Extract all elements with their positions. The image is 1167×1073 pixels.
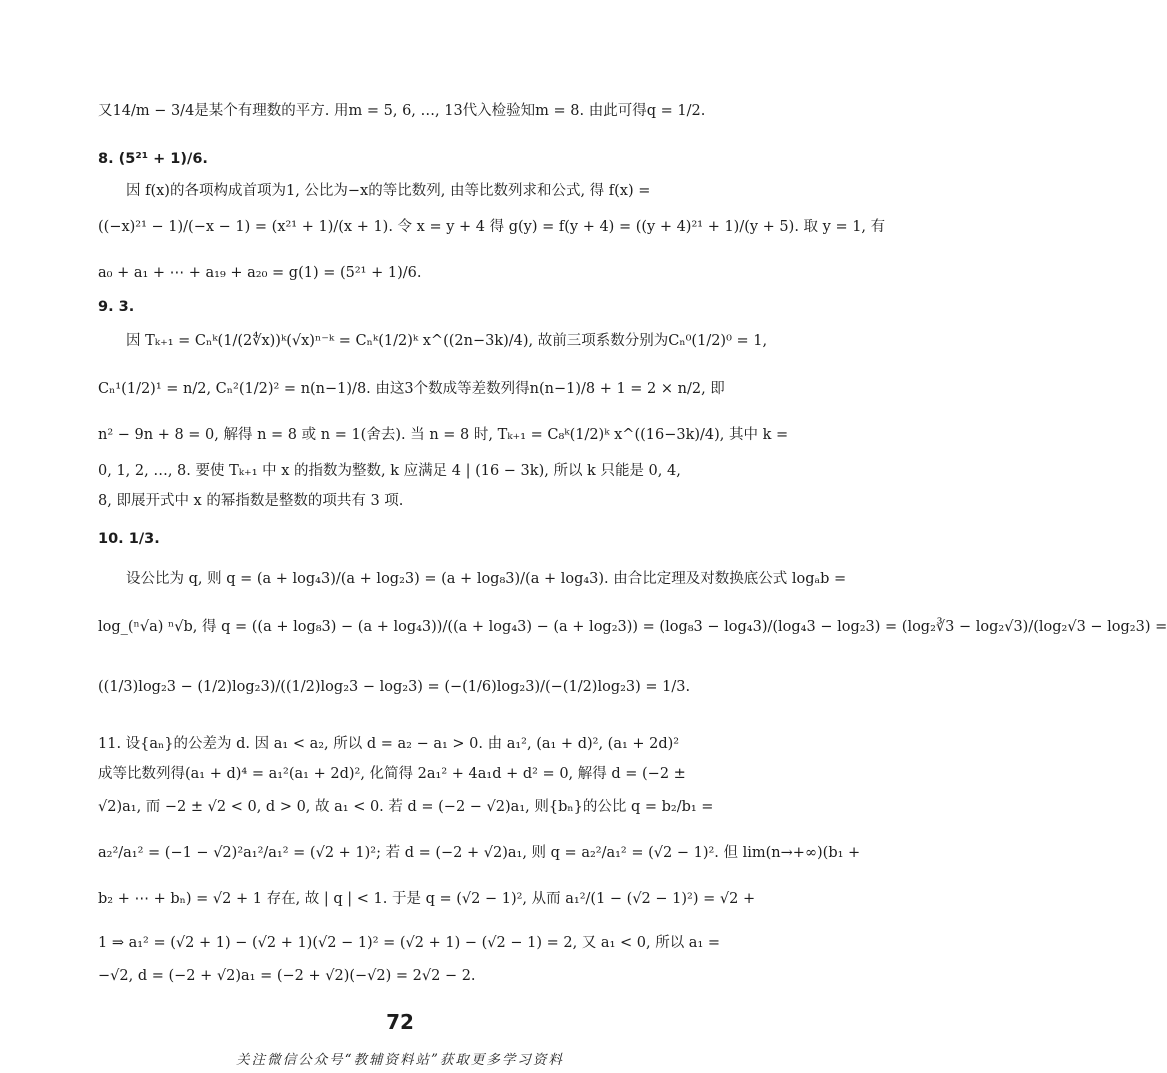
- line-20: b₂ + ⋯ + bₙ) = √2 + 1 存在, 故 | q | < 1. 于是 q = (√2 − 1)², 从而 a₁²/(1 − (√2 − 1)²) = √2 +: [98, 891, 756, 907]
- page-number: 72: [386, 1010, 414, 1034]
- line-9: n² − 9n + 8 = 0, 解得 n = 8 或 n = 1(舍去). 当 n = 8 时, Tₖ₊₁ = C₈ᵏ(1/2)ᵏ x^((16−3k)/4), 其中 k =: [98, 427, 789, 443]
- line-19: a₂²/a₁² = (−1 − √2)²a₁²/a₁² = (√2 + 1)²; 若 d = (−2 + √2)a₁, 则 q = a₂²/a₁² = (√2 − 1)². 但 lim(n→+∞)(b₁ +: [98, 845, 861, 861]
- line-7: 因 Tₖ₊₁ = Cₙᵏ(1/(2∜x))ᵏ(√x)ⁿ⁻ᵏ = Cₙᵏ(1/2)ᵏ x^((2n−3k)/4), 故前三项系数分别为Cₙ⁰(1/2)⁰ = 1,: [126, 333, 768, 349]
- line-5: a₀ + a₁ + ⋯ + a₁₉ + a₂₀ = g(1) = (5²¹ + 1)/6.: [98, 265, 422, 281]
- line-16: 11. 设{aₙ}的公差为 d. 因 a₁ < a₂, 所以 d = a₂ − a₁ > 0. 由 a₁², (a₁ + d)², (a₁ + 2d)²: [98, 736, 680, 752]
- line-3: 因 f(x)的各项构成首项为1, 公比为−x的等比数列, 由等比数列求和公式, 得 f(x) =: [126, 183, 651, 199]
- line-1: 又14/m − 3/4是某个有理数的平方. 用m = 5, 6, …, 13代入检验知m = 8. 由此可得q = 1/2.: [98, 103, 706, 119]
- line-11: 8, 即展开式中 x 的幂指数是整数的项共有 3 项.: [98, 493, 404, 509]
- line-6: 9. 3.: [98, 299, 135, 315]
- line-12: 10. 1/3.: [98, 531, 160, 547]
- line-4: ((−x)²¹ − 1)/(−x − 1) = (x²¹ + 1)/(x + 1). 令 x = y + 4 得 g(y) = f(y + 4) = ((y + 4)²¹ + 1)/(y + 5). 取 y = 1, 有: [98, 219, 886, 235]
- line-13: 设公比为 q, 则 q = (a + log₄3)/(a + log₂3) = (a + log₈3)/(a + log₄3). 由合比定理及对数换底公式 logₐb =: [126, 571, 847, 587]
- line-2: 8. (5²¹ + 1)/6.: [98, 151, 208, 167]
- line-8: Cₙ¹(1/2)¹ = n/2, Cₙ²(1/2)² = n(n−1)/8. 由这3个数成等差数列得n(n−1)/8 + 1 = 2 × n/2, 即: [98, 381, 725, 397]
- footer: 关注微信公众号“教辅资料站”获取更多学习资料: [236, 1052, 564, 1068]
- line-21: 1 ⇒ a₁² = (√2 + 1) − (√2 + 1)(√2 − 1)² = (√2 + 1) − (√2 − 1) = 2, 又 a₁ < 0, 所以 a₁ =: [98, 935, 721, 951]
- line-22: −√2, d = (−2 + √2)a₁ = (−2 + √2)(−√2) = 2√2 − 2.: [98, 968, 476, 984]
- line-17: 成等比数列得(a₁ + d)⁴ = a₁²(a₁ + 2d)², 化简得 2a₁² + 4a₁d + d² = 0, 解得 d = (−2 ±: [98, 766, 686, 782]
- line-14: log_(ⁿ√a) ⁿ√b, 得 q = ((a + log₈3) − (a + log₄3))/((a + log₄3) − (a + log₂3)) = (log₈3 − log₄3)/(log₄3 − log₂3) = (log₂∛3 − log₂√3)/(log₂√3 − log₂3) =: [98, 619, 1167, 635]
- line-10: 0, 1, 2, …, 8. 要使 Tₖ₊₁ 中 x 的指数为整数, k 应满足 4 | (16 − 3k), 所以 k 只能是 0, 4,: [98, 463, 681, 479]
- line-18: √2)a₁, 而 −2 ± √2 < 0, d > 0, 故 a₁ < 0. 若 d = (−2 − √2)a₁, 则{bₙ}的公比 q = b₂/b₁ =: [98, 799, 714, 815]
- line-15: ((1/3)log₂3 − (1/2)log₂3)/((1/2)log₂3 − log₂3) = (−(1/6)log₂3)/(−(1/2)log₂3) = 1/3.: [98, 679, 691, 695]
